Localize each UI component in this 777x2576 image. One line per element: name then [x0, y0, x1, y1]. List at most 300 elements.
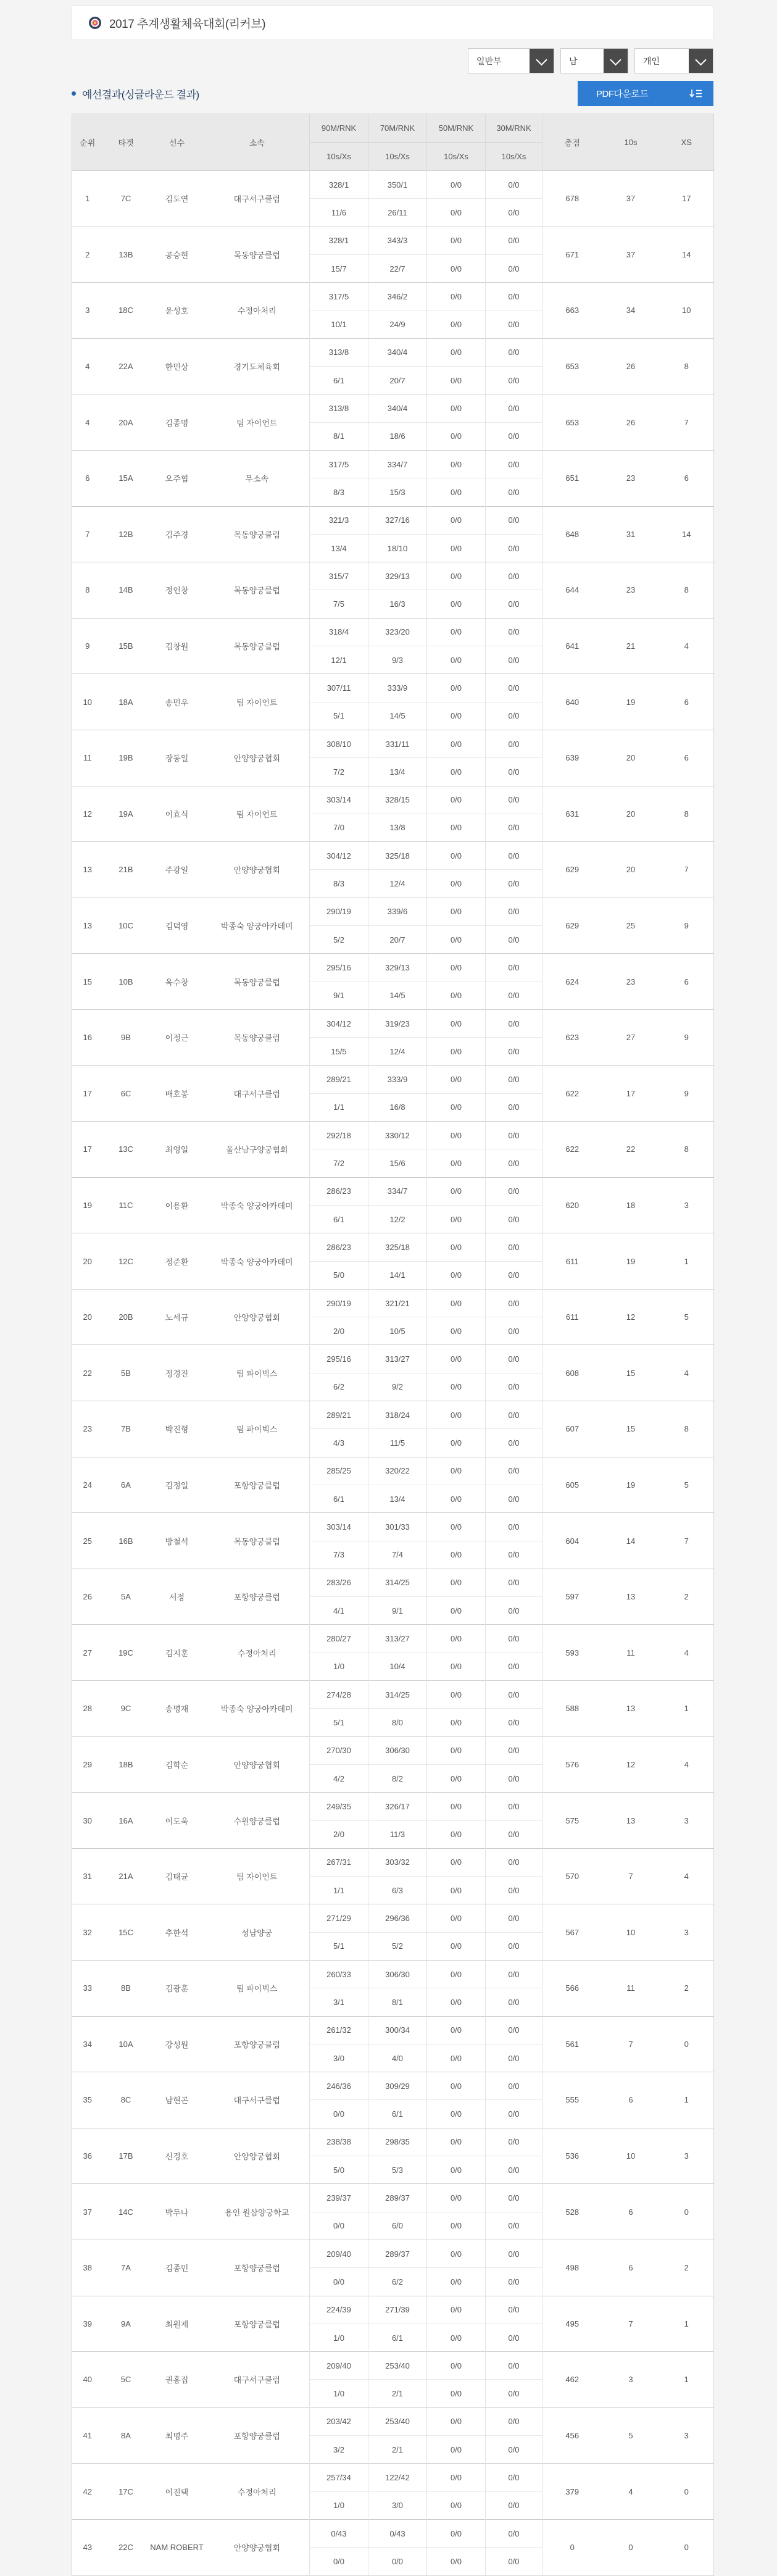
table-row	[72, 1009, 714, 1037]
tens-cell: 10	[602, 1904, 660, 1961]
table-row	[72, 394, 714, 422]
dist-0-tensxs-cell: 1/0	[310, 2380, 368, 2407]
dist-1-score-cell: 314/25	[368, 1569, 427, 1596]
rank-cell: 26	[72, 1569, 103, 1625]
tens-cell: 26	[602, 338, 660, 394]
filter-gender-value: 남	[569, 56, 578, 66]
rank-cell: 34	[72, 2016, 103, 2072]
dist-0-score-cell: 290/19	[310, 1289, 368, 1317]
dist-0-tensxs-cell: 9/1	[310, 982, 368, 1009]
club-cell: 안양양궁협회	[205, 730, 310, 786]
target-icon	[88, 16, 102, 30]
tens-cell: 4	[602, 2464, 660, 2520]
dist-0-tensxs-cell: 0/0	[310, 2548, 368, 2575]
tens-cell: 20	[602, 786, 660, 842]
club-cell: 포항양궁클럽	[205, 1457, 310, 1513]
player-cell: 최명주	[149, 2407, 205, 2464]
dist-0-tensxs-cell: 5/0	[310, 1261, 368, 1289]
dist-2-score-cell: 0/0	[427, 1289, 486, 1317]
dist-2-score-cell: 0/0	[427, 562, 486, 590]
dist-3-score-cell: 0/0	[486, 2072, 542, 2100]
table-row	[72, 1065, 714, 1093]
target-cell: 9B	[103, 1009, 149, 1065]
dist-3-tensxs-cell: 0/0	[486, 2100, 542, 2128]
dist-1-tensxs-cell: 3/0	[368, 2491, 427, 2519]
tens-cell: 20	[602, 730, 660, 786]
dist-2-score-cell: 0/0	[427, 2240, 486, 2267]
club-cell: 포항양궁클럽	[205, 1569, 310, 1625]
table-row	[72, 2407, 714, 2435]
player-cell: 김종명	[149, 394, 205, 451]
dist-2-tensxs-cell: 0/0	[427, 1653, 486, 1680]
dist-0-tensxs-cell: 7/2	[310, 1149, 368, 1177]
dist-0-score-cell: 286/23	[310, 1233, 368, 1261]
dist-2-tensxs-cell: 0/0	[427, 702, 486, 730]
header-rank: 순위	[72, 114, 103, 171]
table-header	[72, 114, 714, 171]
dist-1-score-cell: 289/37	[368, 2240, 427, 2267]
dist-2-tensxs-cell: 0/0	[427, 367, 486, 394]
dist-1-tensxs-cell: 15/3	[368, 478, 427, 506]
filter-gender-select[interactable]	[560, 48, 628, 73]
table-row	[72, 450, 714, 478]
xs-cell: 2	[660, 1961, 714, 2017]
rank-cell: 15	[72, 954, 103, 1010]
table-row	[72, 2128, 714, 2156]
dist-0-tensxs-cell: 6/1	[310, 367, 368, 394]
dist-2-score-cell: 0/0	[427, 730, 486, 757]
title-bar	[72, 6, 713, 40]
table-row	[72, 1233, 714, 1261]
table-row	[72, 1177, 714, 1205]
dist-0-tensxs-cell: 5/1	[310, 702, 368, 730]
xs-cell: 8	[660, 338, 714, 394]
dist-0-score-cell: 304/12	[310, 842, 368, 870]
dist-1-tensxs-cell: 6/3	[368, 1877, 427, 1904]
dist-1-score-cell: 296/36	[368, 1904, 427, 1932]
club-cell: 목동양궁클럽	[205, 227, 310, 283]
xs-cell: 1	[660, 1233, 714, 1290]
target-cell: 17B	[103, 2128, 149, 2184]
dist-1-score-cell: 314/25	[368, 1681, 427, 1709]
dist-1-tensxs-cell: 2/1	[368, 2380, 427, 2407]
xs-cell: 14	[660, 227, 714, 283]
table-row	[72, 1345, 714, 1373]
dist-1-score-cell: 334/7	[368, 450, 427, 478]
player-cell: 김정일	[149, 1457, 205, 1513]
target-cell: 17C	[103, 2464, 149, 2520]
dist-1-tensxs-cell: 20/7	[368, 926, 427, 954]
dist-0-score-cell: 289/21	[310, 1065, 368, 1093]
dist-3-score-cell: 0/0	[486, 1122, 542, 1149]
xs-cell: 17	[660, 171, 714, 227]
header-50m: 50M/RNK	[427, 114, 486, 143]
player-cell: NAM ROBERT	[149, 2519, 205, 2575]
rank-cell: 13	[72, 898, 103, 954]
rank-cell: 40	[72, 2352, 103, 2408]
dist-1-tensxs-cell: 12/4	[368, 1038, 427, 1065]
dist-0-score-cell: 0/43	[310, 2519, 368, 2547]
rank-cell: 6	[72, 450, 103, 506]
dist-0-tensxs-cell: 6/2	[310, 1373, 368, 1401]
dist-1-score-cell: 343/3	[368, 227, 427, 254]
dist-0-score-cell: 328/1	[310, 171, 368, 199]
dist-2-score-cell: 0/0	[427, 1736, 486, 1764]
dist-2-score-cell: 0/0	[427, 2296, 486, 2324]
dist-0-score-cell: 307/11	[310, 674, 368, 702]
player-cell: 이진택	[149, 2464, 205, 2520]
xs-cell: 6	[660, 450, 714, 506]
rank-cell: 7	[72, 506, 103, 562]
dist-3-score-cell: 0/0	[486, 1065, 542, 1093]
dist-1-score-cell: 301/33	[368, 1513, 427, 1541]
player-cell: 김광훈	[149, 1961, 205, 2017]
tens-cell: 14	[602, 1513, 660, 1569]
player-cell: 신경호	[149, 2128, 205, 2184]
rank-cell: 35	[72, 2072, 103, 2128]
total-cell: 495	[542, 2296, 602, 2352]
tens-cell: 20	[602, 842, 660, 898]
dist-3-tensxs-cell: 0/0	[486, 1485, 542, 1512]
player-cell: 최영일	[149, 1122, 205, 1178]
target-cell: 14C	[103, 2184, 149, 2240]
dist-1-score-cell: 330/12	[368, 1122, 427, 1149]
xs-cell: 3	[660, 1793, 714, 1849]
total-cell: 607	[542, 1401, 602, 1457]
total-cell: 620	[542, 1177, 602, 1233]
xs-cell: 8	[660, 1122, 714, 1178]
tens-cell: 13	[602, 1569, 660, 1625]
dist-1-tensxs-cell: 14/1	[368, 1261, 427, 1289]
tens-cell: 12	[602, 1289, 660, 1345]
dist-1-tensxs-cell: 8/2	[368, 1764, 427, 1792]
dist-1-tensxs-cell: 6/1	[368, 2100, 427, 2128]
dist-1-score-cell: 328/15	[368, 786, 427, 814]
dist-3-tensxs-cell: 0/0	[486, 422, 542, 450]
club-cell: 박종숙 양궁아카데미	[205, 1233, 310, 1290]
club-cell: 대구서구클럽	[205, 2352, 310, 2408]
dist-0-score-cell: 261/32	[310, 2016, 368, 2044]
xs-cell: 6	[660, 954, 714, 1010]
dist-1-score-cell: 313/27	[368, 1345, 427, 1373]
total-cell: 498	[542, 2240, 602, 2296]
xs-cell: 0	[660, 2464, 714, 2520]
player-cell: 송명재	[149, 1681, 205, 1737]
tens-cell: 22	[602, 1122, 660, 1178]
page-title: 2017 추계생활체육대회(리커브)	[109, 17, 266, 31]
dist-1-score-cell: 325/18	[368, 842, 427, 870]
dist-3-score-cell: 0/0	[486, 842, 542, 870]
club-cell: 목동양궁클럽	[205, 1513, 310, 1569]
tens-cell: 21	[602, 618, 660, 674]
dist-2-tensxs-cell: 0/0	[427, 2156, 486, 2184]
target-cell: 11C	[103, 1177, 149, 1233]
table-row	[72, 2352, 714, 2380]
player-cell: 김도연	[149, 171, 205, 227]
tens-cell: 7	[602, 2016, 660, 2072]
dist-0-tensxs-cell: 1/0	[310, 2324, 368, 2351]
dist-0-score-cell: 295/16	[310, 1345, 368, 1373]
header-90m: 90M/RNK	[310, 114, 368, 143]
tens-cell: 34	[602, 283, 660, 339]
tens-cell: 3	[602, 2352, 660, 2408]
dist-0-score-cell: 317/5	[310, 450, 368, 478]
dist-2-tensxs-cell: 0/0	[427, 2548, 486, 2575]
dist-3-score-cell: 0/0	[486, 786, 542, 814]
dist-1-score-cell: 253/40	[368, 2407, 427, 2435]
dist-1-tensxs-cell: 9/1	[368, 1597, 427, 1625]
dist-1-tensxs-cell: 7/4	[368, 1541, 427, 1569]
dist-1-tensxs-cell: 14/5	[368, 702, 427, 730]
xs-cell: 0	[660, 2184, 714, 2240]
total-cell: 605	[542, 1457, 602, 1513]
dist-3-score-cell: 0/0	[486, 2407, 542, 2435]
target-cell: 14B	[103, 562, 149, 619]
dist-1-score-cell: 333/9	[368, 674, 427, 702]
header-90m-sub: 10s/Xs	[310, 143, 368, 171]
table-row	[72, 2464, 714, 2491]
dist-0-tensxs-cell: 15/5	[310, 1038, 368, 1065]
results-tbody	[72, 171, 714, 2576]
total-cell: 663	[542, 283, 602, 339]
total-cell: 588	[542, 1681, 602, 1737]
filter-controls	[72, 48, 713, 73]
dist-3-score-cell: 0/0	[486, 1345, 542, 1373]
table-row	[72, 2072, 714, 2100]
table-row	[72, 1625, 714, 1653]
dist-2-tensxs-cell: 0/0	[427, 1205, 486, 1233]
dist-0-tensxs-cell: 12/1	[310, 646, 368, 674]
dist-0-tensxs-cell: 5/1	[310, 1709, 368, 1736]
target-cell: 15B	[103, 618, 149, 674]
dist-2-tensxs-cell: 0/0	[427, 1764, 486, 1792]
dist-2-tensxs-cell: 0/0	[427, 1261, 486, 1289]
dist-3-score-cell: 0/0	[486, 1904, 542, 1932]
rank-cell: 3	[72, 283, 103, 339]
dist-1-tensxs-cell: 10/5	[368, 1317, 427, 1345]
club-cell: 목동양궁클럽	[205, 954, 310, 1010]
club-cell: 팀 자이언트	[205, 1848, 310, 1904]
dist-2-tensxs-cell: 0/0	[427, 2436, 486, 2464]
dist-1-score-cell: 319/23	[368, 1009, 427, 1037]
total-cell: 566	[542, 1961, 602, 2017]
dist-0-score-cell: 313/8	[310, 338, 368, 366]
total-cell: 597	[542, 1569, 602, 1625]
dist-2-score-cell: 0/0	[427, 1457, 486, 1485]
table-row	[72, 1961, 714, 1988]
xs-cell: 9	[660, 898, 714, 954]
table-row	[72, 2240, 714, 2267]
dist-2-tensxs-cell: 0/0	[427, 2268, 486, 2296]
dist-2-tensxs-cell: 0/0	[427, 590, 486, 618]
dist-2-tensxs-cell: 0/0	[427, 2212, 486, 2240]
total-cell: 653	[542, 394, 602, 451]
table-row	[72, 730, 714, 757]
dist-1-tensxs-cell: 9/3	[368, 646, 427, 674]
dist-3-tensxs-cell: 0/0	[486, 758, 542, 786]
pdf-download-button[interactable]	[578, 81, 713, 106]
dist-0-score-cell: 270/30	[310, 1736, 368, 1764]
total-cell: 593	[542, 1625, 602, 1681]
target-cell: 18C	[103, 283, 149, 339]
header-player: 선수	[149, 114, 205, 171]
player-cell: 주광일	[149, 842, 205, 898]
tens-cell: 15	[602, 1345, 660, 1401]
dist-1-score-cell: 346/2	[368, 283, 427, 311]
dist-3-tensxs-cell: 0/0	[486, 1988, 542, 2016]
dist-2-tensxs-cell: 0/0	[427, 2380, 486, 2407]
rank-cell: 28	[72, 1681, 103, 1737]
dist-3-score-cell: 0/0	[486, 283, 542, 311]
xs-cell: 4	[660, 618, 714, 674]
table-row	[72, 674, 714, 702]
tens-cell: 13	[602, 1681, 660, 1737]
total-cell: 456	[542, 2407, 602, 2464]
dist-1-tensxs-cell: 11/5	[368, 1429, 427, 1457]
dist-1-score-cell: 325/18	[368, 1233, 427, 1261]
dist-3-tensxs-cell: 0/0	[486, 534, 542, 562]
dist-0-score-cell: 317/5	[310, 283, 368, 311]
dist-2-score-cell: 0/0	[427, 674, 486, 702]
dist-2-tensxs-cell: 0/0	[427, 1820, 486, 1848]
dist-0-tensxs-cell: 8/3	[310, 478, 368, 506]
total-cell: 629	[542, 842, 602, 898]
xs-cell: 1	[660, 1681, 714, 1737]
club-cell: 무소속	[205, 450, 310, 506]
dist-3-tensxs-cell: 0/0	[486, 926, 542, 954]
dist-3-score-cell: 0/0	[486, 898, 542, 925]
table-row	[72, 1401, 714, 1429]
target-cell: 9C	[103, 1681, 149, 1737]
total-cell: 631	[542, 786, 602, 842]
club-cell: 안양양궁협회	[205, 2519, 310, 2575]
player-cell: 강성원	[149, 2016, 205, 2072]
total-cell: 576	[542, 1736, 602, 1793]
header-10s: 10s	[602, 114, 660, 171]
dist-3-tensxs-cell: 0/0	[486, 2212, 542, 2240]
xs-cell: 4	[660, 1736, 714, 1793]
dist-2-score-cell: 0/0	[427, 1625, 486, 1653]
dist-3-tensxs-cell: 0/0	[486, 1373, 542, 1401]
table-row	[72, 171, 714, 199]
xs-cell: 9	[660, 1065, 714, 1122]
dist-0-score-cell: 313/8	[310, 394, 368, 422]
dist-0-score-cell: 209/40	[310, 2352, 368, 2380]
dist-2-tensxs-cell: 0/0	[427, 1597, 486, 1625]
rank-cell: 25	[72, 1513, 103, 1569]
dist-3-tensxs-cell: 0/0	[486, 1317, 542, 1345]
player-cell: 송민우	[149, 674, 205, 730]
player-cell: 정준환	[149, 1233, 205, 1290]
total-cell: 604	[542, 1513, 602, 1569]
dist-2-tensxs-cell: 0/0	[427, 2324, 486, 2351]
table-row	[72, 506, 714, 534]
player-cell: 노세규	[149, 1289, 205, 1345]
dist-3-score-cell: 0/0	[486, 394, 542, 422]
player-cell: 김태균	[149, 1848, 205, 1904]
total-cell: 570	[542, 1848, 602, 1904]
player-cell: 한민상	[149, 338, 205, 394]
tens-cell: 15	[602, 1401, 660, 1457]
player-cell: 방철석	[149, 1513, 205, 1569]
club-cell: 안양양궁협회	[205, 842, 310, 898]
club-cell: 수원양궁클럽	[205, 1793, 310, 1849]
rank-cell: 43	[72, 2519, 103, 2575]
total-cell: 651	[542, 450, 602, 506]
dist-0-score-cell: 304/12	[310, 1009, 368, 1037]
club-cell: 경기도체육회	[205, 338, 310, 394]
total-cell: 678	[542, 171, 602, 227]
table-row	[72, 1457, 714, 1485]
dist-2-tensxs-cell: 0/0	[427, 814, 486, 841]
dist-0-score-cell: 303/14	[310, 1513, 368, 1541]
club-cell: 목동양궁클럽	[205, 506, 310, 562]
dist-1-tensxs-cell: 9/2	[368, 1373, 427, 1401]
dist-1-score-cell: 271/39	[368, 2296, 427, 2324]
filter-type-select[interactable]	[634, 48, 713, 73]
dist-0-tensxs-cell: 3/0	[310, 2044, 368, 2072]
xs-cell: 4	[660, 1345, 714, 1401]
club-cell: 대구서구클럽	[205, 171, 310, 227]
tens-cell: 19	[602, 1233, 660, 1290]
player-cell: 윤성호	[149, 283, 205, 339]
dist-2-score-cell: 0/0	[427, 1233, 486, 1261]
xs-cell: 8	[660, 562, 714, 619]
target-cell: 16A	[103, 1793, 149, 1849]
xs-cell: 6	[660, 730, 714, 786]
dist-2-score-cell: 0/0	[427, 171, 486, 199]
dist-3-tensxs-cell: 0/0	[486, 2044, 542, 2072]
dist-3-score-cell: 0/0	[486, 2128, 542, 2156]
target-cell: 13C	[103, 1122, 149, 1178]
rank-cell: 30	[72, 1793, 103, 1849]
dist-1-score-cell: 306/30	[368, 1961, 427, 1988]
rank-cell: 38	[72, 2240, 103, 2296]
player-cell: 이효식	[149, 786, 205, 842]
rank-cell: 9	[72, 618, 103, 674]
dist-2-tensxs-cell: 0/0	[427, 1709, 486, 1736]
dist-3-tensxs-cell: 0/0	[486, 1038, 542, 1065]
dist-2-tensxs-cell: 0/0	[427, 478, 486, 506]
table-row	[72, 842, 714, 870]
dist-3-score-cell: 0/0	[486, 618, 542, 646]
dist-0-tensxs-cell: 1/1	[310, 1877, 368, 1904]
target-cell: 16B	[103, 1513, 149, 1569]
table-row	[72, 562, 714, 590]
chevron-down-icon	[604, 49, 628, 73]
player-cell: 이도욱	[149, 1793, 205, 1849]
xs-cell: 7	[660, 1513, 714, 1569]
dist-2-tensxs-cell: 0/0	[427, 2100, 486, 2128]
xs-cell: 0	[660, 2016, 714, 2072]
tens-cell: 26	[602, 394, 660, 451]
player-cell: 공승현	[149, 227, 205, 283]
xs-cell: 7	[660, 842, 714, 898]
dist-2-tensxs-cell: 0/0	[427, 1317, 486, 1345]
dist-0-score-cell: 308/10	[310, 730, 368, 757]
dist-1-score-cell: 0/43	[368, 2519, 427, 2547]
dist-2-tensxs-cell: 0/0	[427, 982, 486, 1009]
tens-cell: 17	[602, 1065, 660, 1122]
dist-0-tensxs-cell: 3/1	[310, 1988, 368, 2016]
filter-division-select[interactable]	[468, 48, 554, 73]
rank-cell: 4	[72, 338, 103, 394]
dist-2-tensxs-cell: 0/0	[427, 422, 486, 450]
header-30m-sub: 10s/Xs	[486, 143, 542, 171]
player-cell: 서정	[149, 1569, 205, 1625]
dist-2-score-cell: 0/0	[427, 618, 486, 646]
dist-0-tensxs-cell: 2/0	[310, 1820, 368, 1848]
